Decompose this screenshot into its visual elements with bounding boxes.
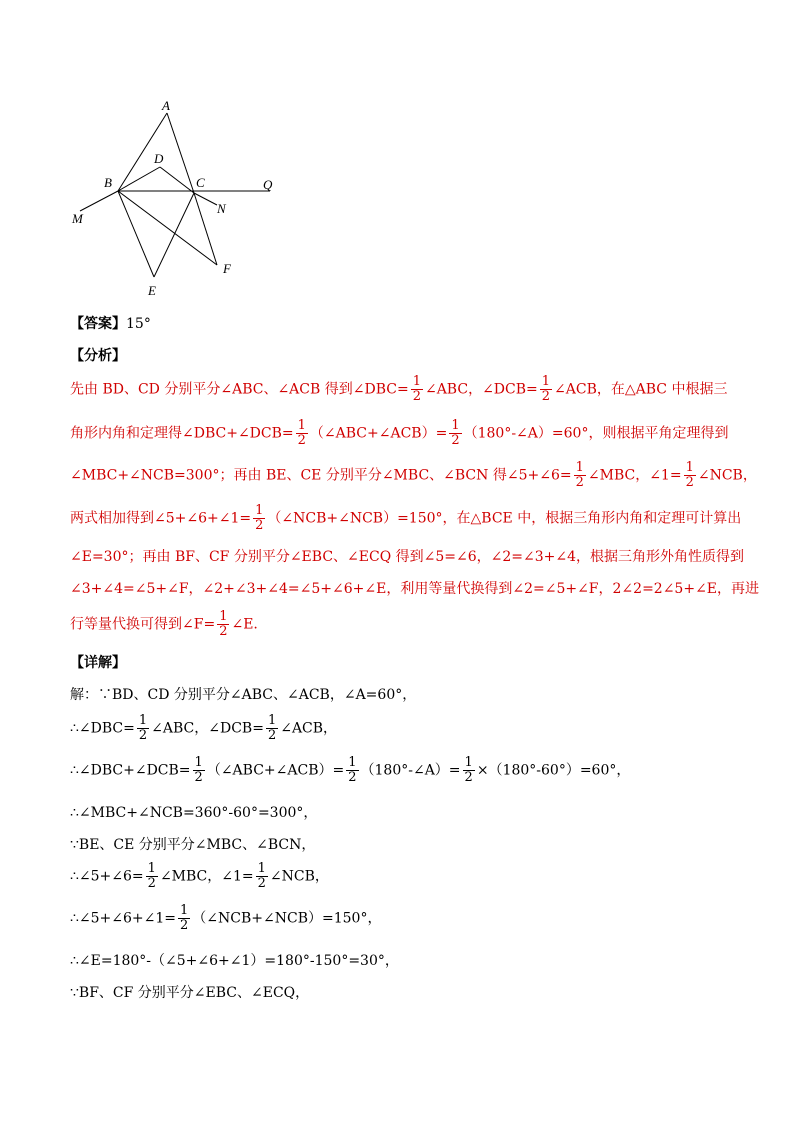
detail-line-7: ∴∠5+∠6+∠1= $\frac{1}{2}$ （∠NCB+∠NCB）=150°， <box>70 903 382 933</box>
segment-ce <box>154 193 194 277</box>
answer-value: 15° <box>126 316 151 332</box>
segment-cf <box>194 193 217 265</box>
point-label-a: A <box>162 98 170 113</box>
triangle-diagram <box>60 95 300 305</box>
analysis-line-6: ∠3+∠4=∠5+∠F，∠2+∠3+∠4=∠5+∠6+∠E，利用等量代换得到∠2=∠5+∠F，2∠2=2∠5+∠E，再进 <box>70 581 760 597</box>
detail-line-4: ∴∠MBC+∠NCB=360°-60°=300°， <box>70 805 318 821</box>
point-label-n: N <box>217 201 226 216</box>
analysis-line-7: 行等量代换可得到∠F= $\frac{1}{2}$ ∠E. <box>70 609 258 639</box>
segment-bf <box>118 191 217 265</box>
fraction: $\frac{1}{2}$ <box>575 460 584 490</box>
detail-line-3: ∴∠DBC+∠DCB= $\frac{1}{2}$ （∠ABC+∠ACB）= $\frac{1}{2}$ （180°-∠A）= $\frac{1}{2}$ ×（180°-60°）=60°， <box>70 755 631 785</box>
fraction: $\frac{1}{2}$ <box>267 713 277 743</box>
analysis-heading: 【分析】 <box>70 348 126 364</box>
detail-line-5: ∵BE、CE 分别平分∠MBC、∠BCN， <box>70 837 316 853</box>
point-label-b: B <box>104 175 112 190</box>
fraction: $\frac{1}{2}$ <box>219 609 228 639</box>
fraction: $\frac{1}{2}$ <box>257 861 266 891</box>
analysis-line-2: 角形内角和定理得∠DBC+∠DCB= $\frac{1}{2}$ （∠ABC+∠ACB）= $\frac{1}{2}$ （180°-∠A）=60°，则根据平角定理得到 <box>70 418 729 448</box>
detail-line-8: ∴∠E=180°-（∠5+∠6+∠1）=180°-150°=30°， <box>70 953 399 969</box>
fraction: $\frac{1}{2}$ <box>541 374 551 404</box>
fraction: $\frac{1}{2}$ <box>194 755 203 785</box>
answer-label: 【答案】 <box>70 316 126 332</box>
geometry-figure <box>60 95 300 305</box>
point-label-e: E <box>148 283 156 298</box>
point-label-q: Q <box>263 177 273 192</box>
segment-bm <box>80 191 118 211</box>
fraction: $\frac{1}{2}$ <box>138 713 148 743</box>
fraction: $\frac{1}{2}$ <box>464 755 473 785</box>
point-label-m: M <box>72 211 83 226</box>
fraction: $\frac{1}{2}$ <box>297 418 306 448</box>
point-label-f: F <box>223 261 231 276</box>
segment-bd <box>118 167 160 191</box>
point-label-d: D <box>154 151 164 166</box>
detail-line-6: ∴∠5+∠6= $\frac{1}{2}$ ∠MBC，∠1= $\frac{1}{2}$ ∠NCB， <box>70 861 329 891</box>
analysis-line-3: ∠MBC+∠NCB=300°；再由 BE、CE 分别平分∠MBC、∠BCN 得∠5+∠6= $\frac{1}{2}$ ∠MBC，∠1= $\frac{1}{2}$ ∠NCB， <box>70 460 757 490</box>
fraction: $\frac{1}{2}$ <box>685 460 694 490</box>
detail-heading: 【详解】 <box>70 655 126 671</box>
fraction: $\frac{1}{2}$ <box>412 374 421 404</box>
analysis-line-1: 先由 BD、CD 分别平分∠ABC、∠ACB 得到∠DBC= $\frac{1}{2}$ ∠ABC，∠DCB= $\frac{1}{2}$ ∠ACB，在△ABC 中根据三 <box>70 374 728 404</box>
detail-line-1: 解：∵BD、CD 分别平分∠ABC、∠ACB，∠A=60°， <box>70 687 417 703</box>
fraction: $\frac{1}{2}$ <box>255 503 264 533</box>
detail-line-2: ∴∠DBC= $\frac{1}{2}$ ∠ABC，∠DCB= $\frac{1}{2}$ ∠ACB， <box>70 713 338 743</box>
analysis-line-4: 两式相加得到∠5+∠6+∠1= $\frac{1}{2}$ （∠NCB+∠NCB）=150°，在△BCE 中，根据三角形内角和定理可计算出 <box>70 503 742 533</box>
fraction: $\frac{1}{2}$ <box>147 861 156 891</box>
detail-line-9: ∵BF、CF 分别平分∠EBC、∠ECQ， <box>70 985 310 1001</box>
point-label-c: C <box>196 175 205 190</box>
analysis-line-5: ∠E=30°；再由 BF、CF 分别平分∠EBC、∠ECQ 得到∠5=∠6，∠2=∠3+∠4，根据三角形外角性质得到 <box>70 549 745 565</box>
fraction: $\frac{1}{2}$ <box>180 903 189 933</box>
segment-ac <box>167 113 194 193</box>
fraction: $\frac{1}{2}$ <box>451 418 460 448</box>
answer-heading <box>70 313 151 333</box>
fraction: $\frac{1}{2}$ <box>348 755 357 785</box>
segment-dc <box>160 167 194 193</box>
